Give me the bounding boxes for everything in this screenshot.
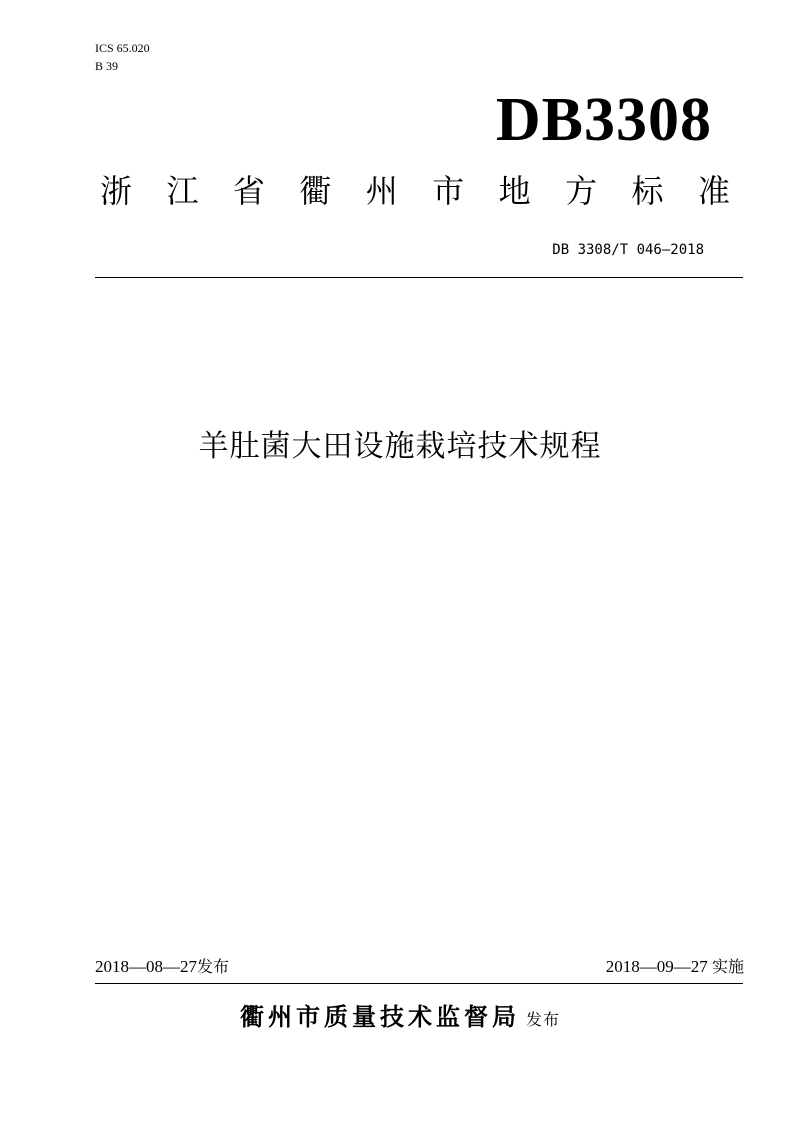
standard-type-char: 省 bbox=[232, 172, 265, 210]
standard-type-char: 标 bbox=[631, 172, 664, 210]
footer-divider bbox=[95, 983, 743, 984]
header-divider bbox=[95, 277, 743, 278]
implement-date: 2018—09—27 bbox=[605, 957, 708, 976]
standard-type-char: 地 bbox=[498, 172, 531, 210]
ccs-code: B 39 bbox=[95, 59, 119, 73]
ics-code: ICS 65.020 bbox=[95, 41, 150, 55]
document-title: 羊肚菌大田设施栽培技术规程 bbox=[198, 429, 602, 464]
standard-type-char: 方 bbox=[565, 172, 598, 210]
issue-date-line bbox=[95, 955, 229, 979]
publisher-line bbox=[0, 1000, 800, 1037]
standard-code: DB3308 bbox=[495, 86, 712, 154]
publishing-organization: 衢州市质量技术监督局 bbox=[239, 1003, 520, 1031]
standard-type-char: 浙 bbox=[100, 172, 133, 210]
issue-date: 2018—08—27 bbox=[95, 957, 197, 976]
implement-date-line bbox=[606, 955, 744, 979]
standard-number: DB 3308/T 046—2018 bbox=[552, 242, 704, 258]
implement-label: 实施 bbox=[711, 957, 744, 976]
standard-type bbox=[100, 168, 730, 214]
standard-type-char: 江 bbox=[166, 172, 199, 210]
publish-label: 发布 bbox=[525, 1010, 560, 1029]
standard-type-char: 准 bbox=[697, 172, 730, 210]
issue-label: 发布 bbox=[197, 957, 230, 976]
standard-type-char: 市 bbox=[432, 172, 465, 210]
standard-type-char: 衢 bbox=[299, 172, 332, 210]
standard-type-char: 州 bbox=[365, 172, 398, 210]
